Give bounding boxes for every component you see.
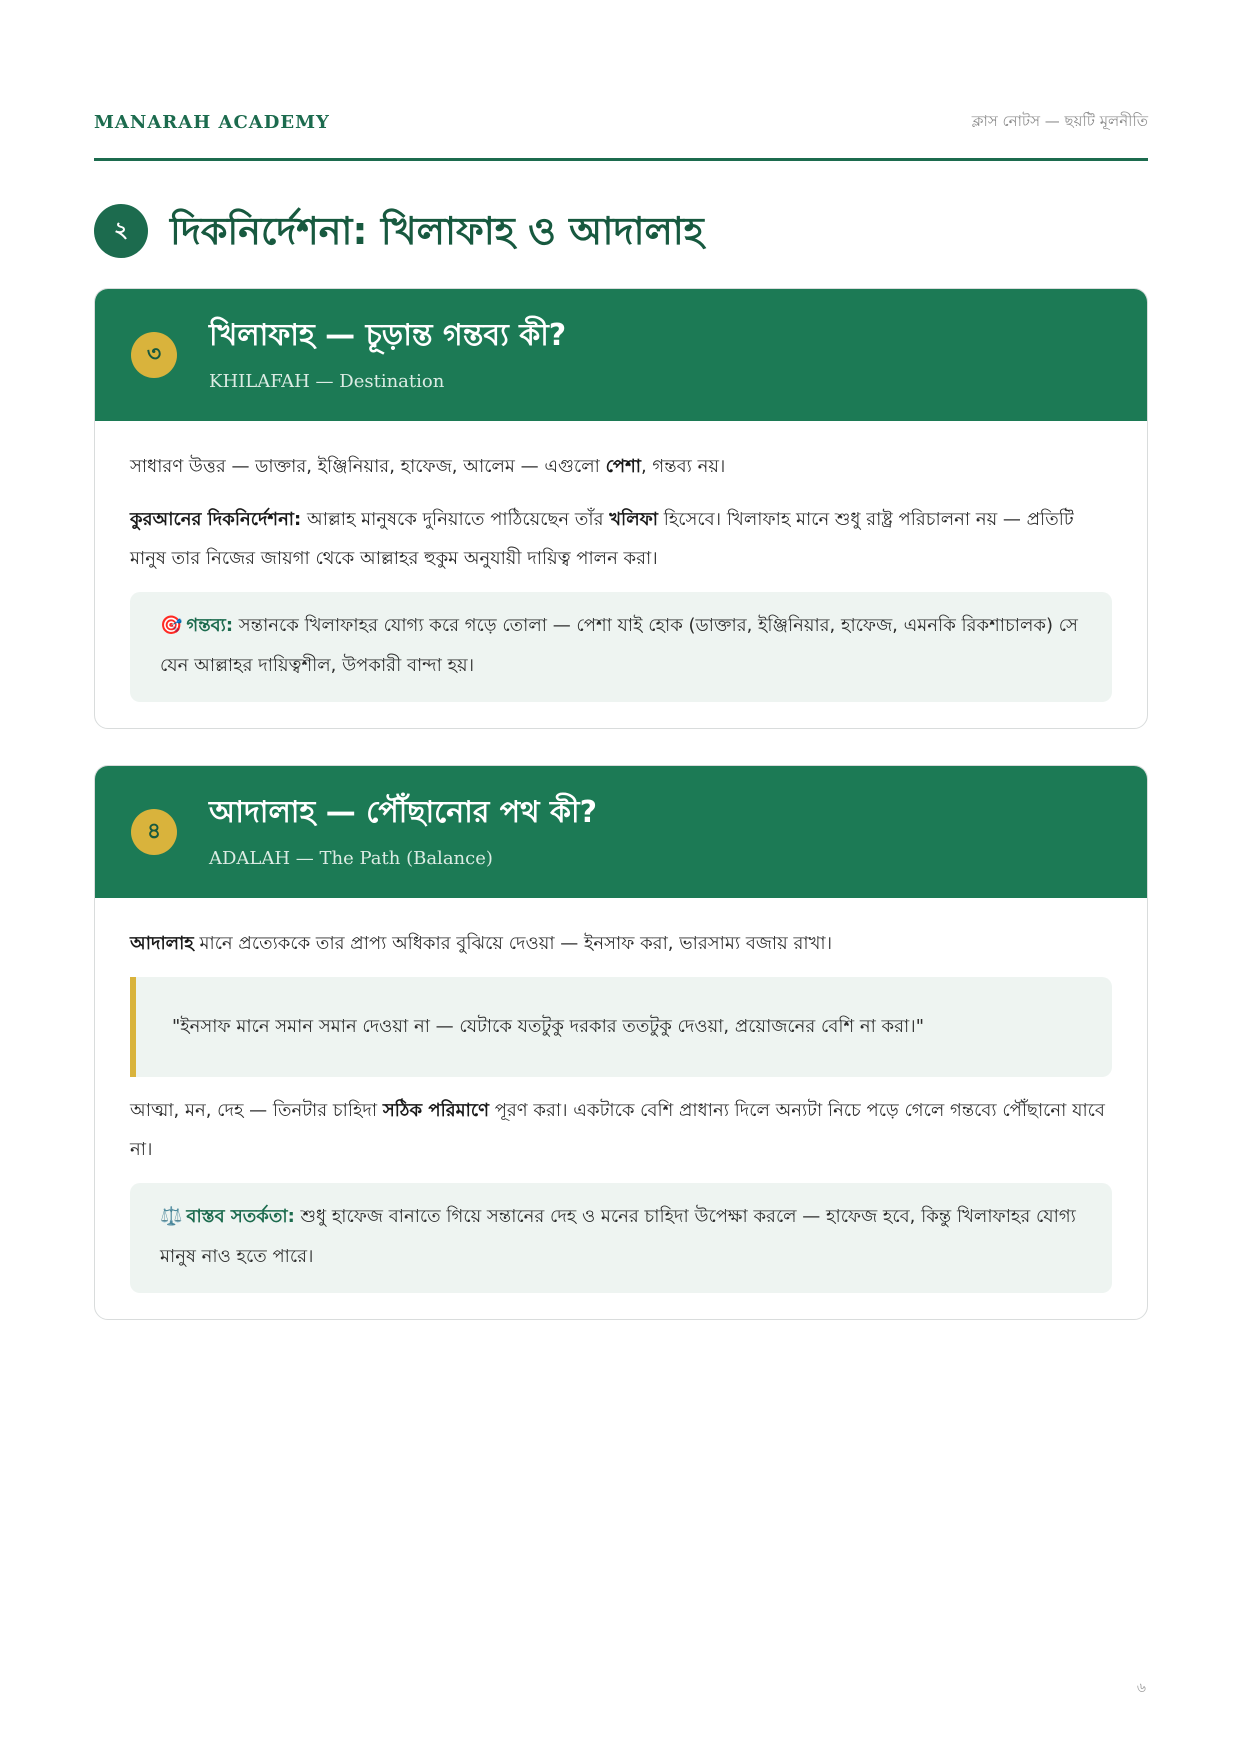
brand-name: MANARAH ACADEMY [94,112,330,133]
page-number: ৬ [1136,1680,1146,1696]
adalah-card-body [95,898,1147,1319]
caution-callout [130,1183,1112,1293]
callout-lead: বাস্তব সতর্কতা: [186,1206,295,1227]
text-run: , গন্তব্য নয়। [640,456,726,477]
khilafah-paragraph-2 [130,500,1112,578]
section-number-badge: ২ [94,204,148,258]
section-heading: দিকনির্দেশনা: খিলাফাহ ও আদালাহ [170,209,704,253]
text-run: পূরণ করা। একটাকে বেশি প্রাধান্য দিলে অন্যটা নিচে পড়ে গেলে গন্তব্যে পৌঁছানো যাবে না। [130,1100,1105,1160]
text-run: আত্মা, মন, দেহ — তিনটার চাহিদা [130,1100,383,1121]
text-run: আল্লাহ মানুষকে দুনিয়াতে পাঠিয়েছেন তাঁর [301,509,610,530]
bold-term: আদালাহ [130,933,194,954]
adalah-card [94,765,1148,1320]
bold-term: কুরআনের দিকনির্দেশনা: [130,509,302,530]
khilafah-title: খিলাফাহ — চূড়ান্ত গন্তব্য কী? [209,318,567,353]
text-run: হিসেবে। খিলাফাহ মানে শুধু রাষ্ট্র পরিচালনা নয় — প্রতিটি মানুষ তার নিজের জায়গা থেকে আল্লাহর হুকুম অনুযায়ী দায়িত্ব পালন করা। [130,509,1074,569]
page-header [94,108,1148,161]
text-run: সাধারণ উত্তর — ডাক্তার, ইঞ্জিনিয়ার, হাফেজ, আলেম — এগুলো [130,456,606,477]
callout-lead: গন্তব্য: [186,615,234,636]
callout-text: সন্তানকে খিলাফাহর যোগ্য করে গড়ে তোলা — পেশা যাই হোক (ডাক্তার, ইঞ্জিনিয়ার, হাফেজ, এমনকি রিকশাচালক) সে যেন আল্লাহর দায়িত্বশীল, উপকারী বান্দা হয়। [160,615,1078,676]
khilafah-paragraph-1 [130,447,1112,486]
section-title [94,202,1148,258]
adalah-number-badge: ৪ [131,809,177,855]
target-icon: 🎯 [160,615,183,636]
adalah-title: আদালাহ — পৌঁছানোর পথ কী? [209,795,597,830]
khilafah-subtitle: KHILAFAH — Destination [209,371,445,392]
adalah-subtitle: ADALAH — The Path (Balance) [209,848,493,869]
khilafah-card-body [95,421,1147,728]
bold-term: সঠিক পরিমাণে [382,1100,489,1121]
scales-icon: ⚖️ [160,1206,183,1227]
khilafah-card [94,288,1148,729]
text-run: মানে প্রত্যেককে তার প্রাপ্য অধিকার বুঝিয়ে দেওয়া — ইনসাফ করা, ভারসাম্য বজায় রাখা। [193,933,833,954]
callout-text: শুধু হাফেজ বানাতে গিয়ে সন্তানের দেহ ও মনের চাহিদা উপেক্ষা করলে — হাফেজ হবে, কিন্তু খিলাফাহর যোগ্য মানুষ নাও হতে পারে। [160,1206,1076,1267]
bold-term: খলিফা [609,509,658,530]
khilafah-card-header [95,289,1147,421]
destination-callout [130,592,1112,702]
header-note: ক্লাস নোটস — ছয়টি মূলনীতি [971,112,1148,130]
adalah-paragraph-1 [130,924,1112,963]
khilafah-number-badge: ৩ [131,332,177,378]
adalah-paragraph-2 [130,1091,1112,1169]
insaf-quote: "ইনসাফ মানে সমান সমান দেওয়া না — যেটাকে যতটুকু দরকার ততটুকু দেওয়া, প্রয়োজনের বেশি না করা।" [130,977,1112,1077]
adalah-card-header [95,766,1147,898]
bold-term: পেশা [605,456,641,477]
